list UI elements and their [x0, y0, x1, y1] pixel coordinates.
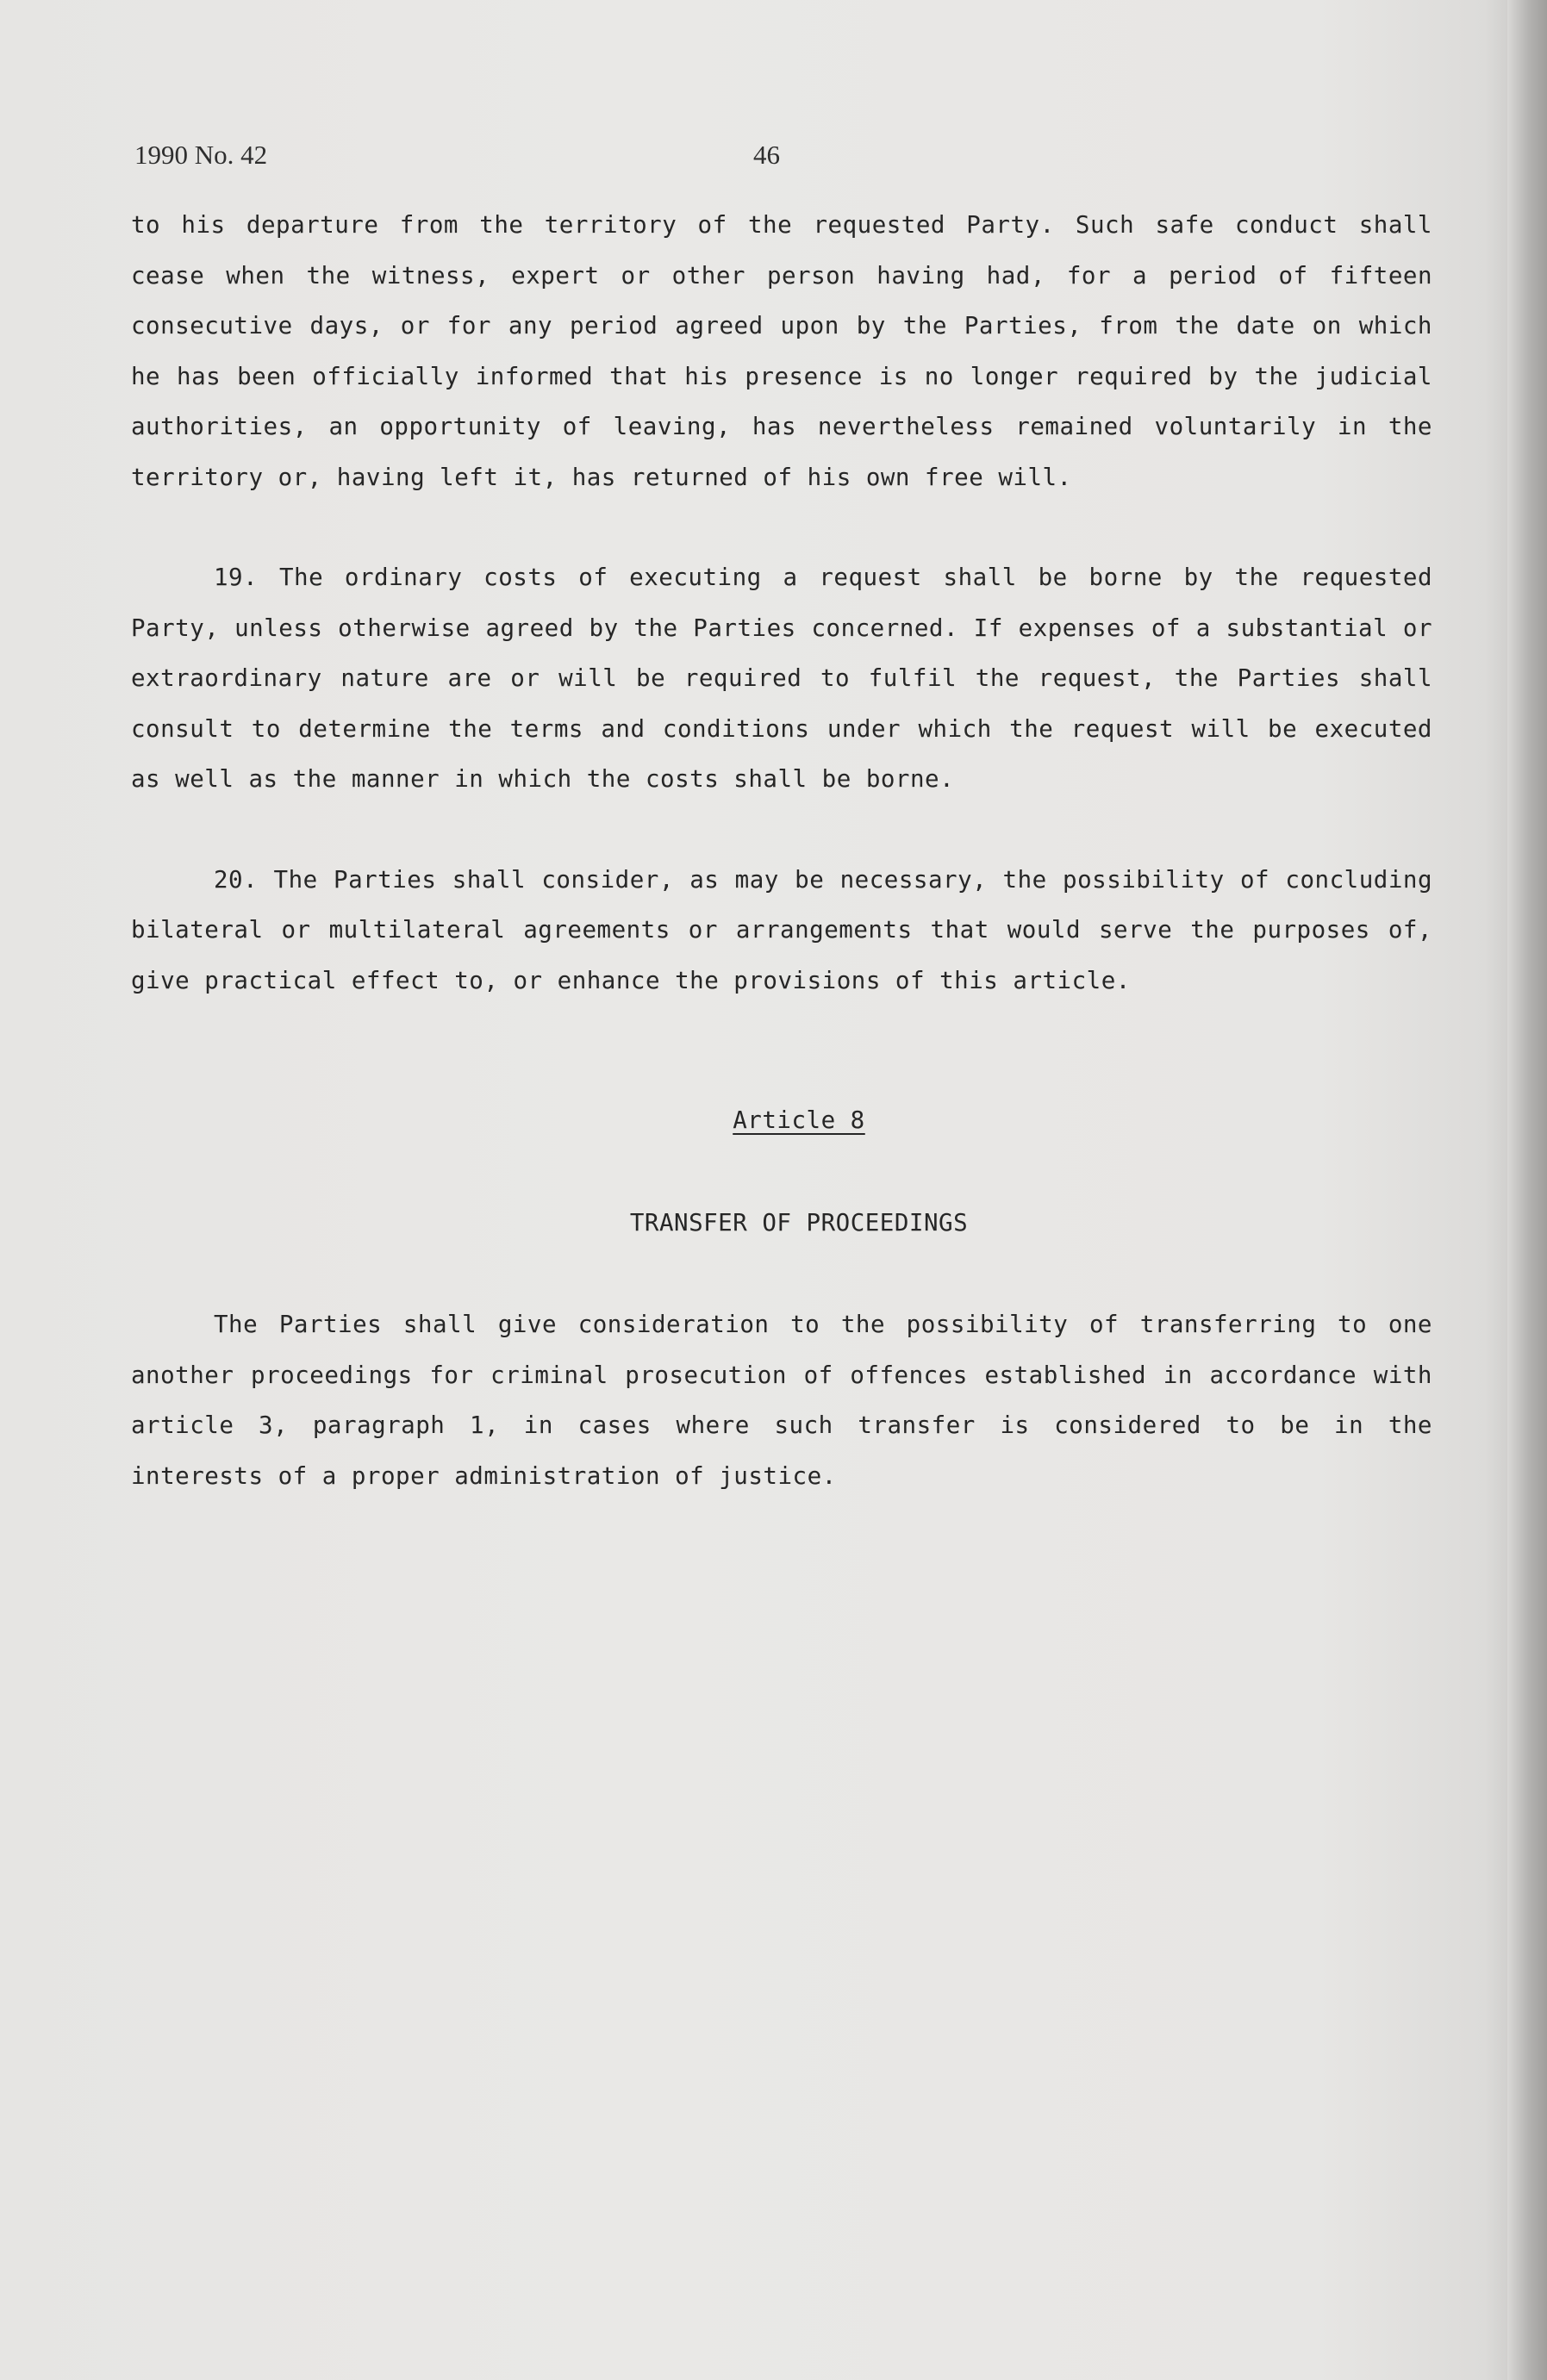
- paragraph-gap: [131, 805, 1432, 855]
- article-heading: [131, 1095, 1432, 1146]
- page-header: [134, 140, 807, 183]
- paragraph-20: 20. The Parties shall consider, as may be necessary, the possibility of concluding bilateral or multilateral agreements or arrangements that would serve the purposes of, give practical effect to, or enhance the provisions of this article.: [131, 865, 1432, 994]
- article-title: TRANSFER OF PROCEEDINGS: [629, 1208, 969, 1237]
- heading-gap: [131, 1146, 1432, 1198]
- article-8-text: The Parties shall give consideration to the possibility of transferring to one another proceedings for criminal prosecution of offences established in accordance with article 3, paragraph 1, in cases where such transfer is considered to be in the interests of a proper administration of justice.: [131, 1311, 1432, 1490]
- page-number: 46: [753, 140, 780, 170]
- document-reference: 1990 No. 42: [134, 140, 268, 170]
- article-heading-text: Article 8: [733, 1106, 865, 1134]
- page-edge-shadow: [1507, 0, 1547, 2380]
- section-gap: [131, 1006, 1432, 1095]
- heading-gap: [131, 1248, 1432, 1299]
- paragraph-19: 19. The ordinary costs of executing a request shall be borne by the requested Party, unless otherwise agreed by the Parties concerned. If expenses of a substantial or extraordinary nature are or will be required to fulfil the request, the Parties shall consult to determine the terms and conditions under which the request will be executed as well as the manner in which the costs shall be borne.: [131, 564, 1432, 793]
- paragraph-gap: [131, 502, 1432, 552]
- paragraph-continuation: to his departure from the territory of the requested Party. Such safe conduct shall cease when the witness, expert or other person having had, for a period of fifteen consecutive days, or for any period agreed upon by the Parties, from the date on which he has been officially informed that his presence is no longer required by the judicial authorities, an opportunity of leaving, has nevertheless remained voluntarily in the territory or, having left it, has returned of his own free will.: [131, 211, 1432, 491]
- body-text: [131, 200, 1432, 1501]
